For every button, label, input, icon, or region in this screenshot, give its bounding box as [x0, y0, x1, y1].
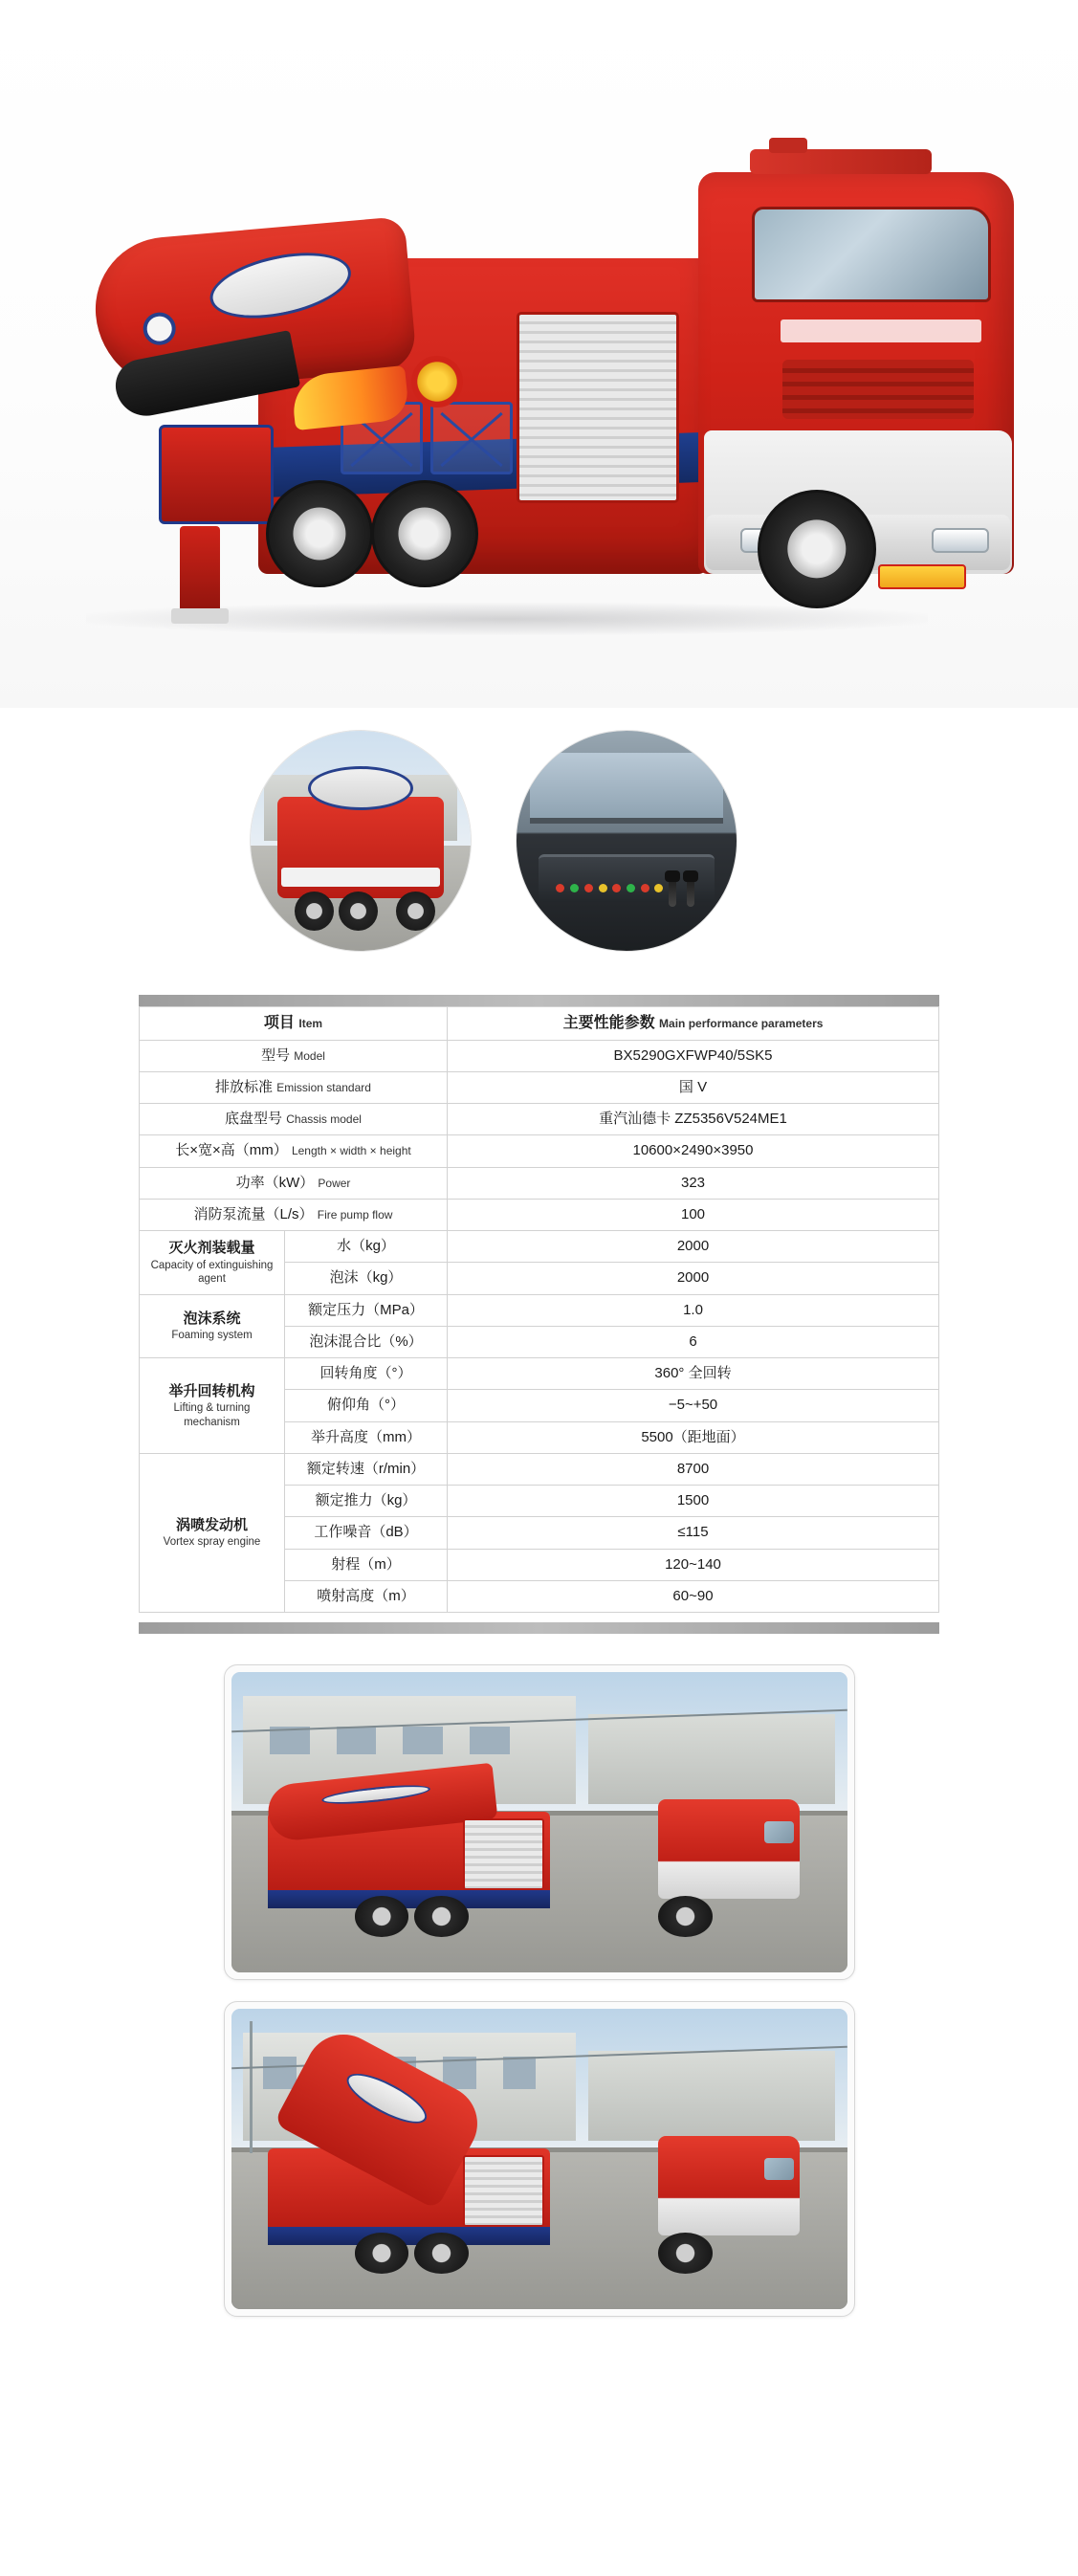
photo-window: [403, 1727, 443, 1754]
truck-cab: [658, 1799, 799, 1899]
headlight-left: [932, 528, 989, 553]
row-label-en: Fire pump flow: [317, 1207, 393, 1222]
console-button-yellow-1: [599, 884, 607, 892]
row-value: BX5290GXFWP40/5SK5: [448, 1040, 939, 1071]
console-button-green-2: [627, 884, 635, 892]
table-row: [140, 1231, 939, 1263]
photo-window: [263, 2057, 297, 2089]
sub-label: 俯仰角（°）: [285, 1390, 448, 1421]
truck-outrigger: [180, 526, 220, 614]
wheel-rear-1: [355, 1896, 409, 1936]
console-button-yellow-2: [654, 884, 663, 892]
chassis-badge: [878, 564, 966, 589]
sub-label: 额定转速（r/min）: [285, 1453, 448, 1485]
nozzle-eye-decal: [142, 311, 177, 346]
wheel-front: [658, 1896, 713, 1936]
truck-blue-stripe: [268, 2227, 550, 2246]
group-label-en: Vortex spray engine: [163, 1536, 261, 1549]
row-value: 8700: [448, 1453, 939, 1485]
side-view-photo: [224, 1664, 855, 1980]
spec-table-section: [0, 995, 1078, 1661]
truck-equipment-locker: [463, 1818, 544, 1890]
header-item-cn: 项目: [263, 1015, 295, 1031]
group-label: [140, 1358, 285, 1454]
wheel-rear-1: [266, 480, 373, 587]
group-label-cn: 灭火剂装载量: [168, 1240, 255, 1257]
sub-label: 泡沫混合比（%）: [285, 1326, 448, 1357]
wheel-rear-2: [371, 480, 478, 587]
wheel-front: [658, 2233, 713, 2273]
row-value: 120~140: [448, 1549, 939, 1580]
nozzle-oval-decal: [204, 242, 357, 330]
photo-nozzle-decal: [308, 766, 413, 810]
sub-label: 回转角度（°）: [285, 1358, 448, 1390]
row-value: 1.0: [448, 1294, 939, 1326]
console-button-red-3: [612, 884, 621, 892]
table-top-bar: [139, 995, 939, 1006]
roof-light-bar: [750, 149, 932, 174]
row-label-en: Emission standard: [276, 1080, 371, 1094]
row-value: 360° 全回转: [448, 1358, 939, 1390]
wheel-hub: [787, 519, 846, 578]
photo-window: [470, 1727, 510, 1754]
console-button-red-2: [584, 884, 593, 892]
console-button-green-1: [570, 884, 579, 892]
console-joystick-2: [687, 878, 694, 907]
row-value: ≤115: [448, 1517, 939, 1549]
row-label: [140, 1071, 448, 1103]
row-label-cn: 排放标准: [215, 1078, 274, 1095]
truck-side-illustration-raised: [268, 2111, 810, 2267]
sub-label: 工作噪音（dB）: [285, 1517, 448, 1549]
fire-truck-illustration: [67, 115, 1023, 631]
rear-view-photo: [251, 731, 471, 951]
row-value: 100: [448, 1199, 939, 1230]
group-label-en: Lifting & turning mechanism: [173, 1402, 251, 1428]
row-label-en: Chassis model: [286, 1112, 362, 1127]
bottom-photo-section: [0, 1661, 1078, 2376]
row-label-cn: 功率（kW）: [235, 1174, 315, 1191]
row-label-en: Power: [318, 1176, 351, 1190]
wheel-rear-1: [355, 2233, 409, 2273]
console-panel: [539, 854, 715, 903]
photo-frame: [231, 1672, 847, 1972]
row-value: 10600×2490×3950: [448, 1135, 939, 1167]
wheel-rear-2: [414, 2233, 469, 2273]
cab-brand-plate: [781, 319, 981, 342]
truck-side-illustration: [268, 1774, 810, 1930]
specifications-table: [139, 1006, 939, 1613]
group-label: [140, 1231, 285, 1295]
table-row: [140, 1294, 939, 1326]
table-row: [140, 1040, 939, 1071]
console-joystick-1: [669, 878, 676, 907]
header-params-cn: 主要性能参数: [562, 1015, 655, 1031]
table-row: [140, 1199, 939, 1230]
truck-side-panel-b: [430, 402, 513, 474]
photo-window: [337, 1727, 377, 1754]
photo-window: [503, 2057, 537, 2089]
row-label-en: Model: [294, 1048, 325, 1063]
row-value: −5~+50: [448, 1390, 939, 1421]
row-value: 国 V: [448, 1071, 939, 1103]
table-row: [140, 1104, 939, 1135]
row-label-cn: 底盘型号: [225, 1111, 283, 1128]
photo-pole: [250, 2021, 253, 2153]
row-label-cn: 长×宽×高（mm）: [175, 1142, 288, 1159]
sub-label: 举升高度（mm）: [285, 1421, 448, 1453]
row-label: [140, 1104, 448, 1135]
front-grille: [782, 360, 974, 419]
table-row: [140, 1358, 939, 1390]
row-value: 2000: [448, 1231, 939, 1263]
windshield: [764, 2158, 794, 2180]
row-label: [140, 1135, 448, 1167]
row-label: [140, 1040, 448, 1071]
gear-emblem-icon: [411, 356, 463, 407]
row-value: 1500: [448, 1486, 939, 1517]
sub-label: 额定推力（kg）: [285, 1486, 448, 1517]
nozzle-oval-decal: [341, 2064, 432, 2132]
windshield: [752, 207, 991, 302]
photo-white-strip: [281, 868, 440, 888]
wheel-hub: [398, 507, 451, 560]
control-console-photo: [517, 731, 737, 951]
row-value: 5500（距地面）: [448, 1421, 939, 1453]
sub-label: 射程（m）: [285, 1549, 448, 1580]
row-value: 6: [448, 1326, 939, 1357]
wheel-hub: [293, 507, 345, 560]
truck-equipment-locker: [517, 312, 679, 503]
row-value: 60~90: [448, 1580, 939, 1612]
photo-frame: [231, 2009, 847, 2309]
group-label: [140, 1294, 285, 1358]
table-bottom-bar: [139, 1622, 939, 1634]
row-label-cn: 型号: [261, 1046, 291, 1064]
table-row: [140, 1453, 939, 1485]
truck-tail-box: [159, 425, 274, 524]
wheel-rear-2: [414, 1896, 469, 1936]
detail-photo-row: [0, 708, 1078, 995]
header-params-en: Main performance parameters: [659, 1017, 824, 1030]
table-row: [140, 1135, 939, 1167]
sub-label: 额定压力（MPa）: [285, 1294, 448, 1326]
sub-label: 泡沫（kg）: [285, 1263, 448, 1294]
header-item-en: Item: [298, 1017, 323, 1030]
group-label-en: Foaming system: [171, 1330, 253, 1342]
wheel-front: [758, 490, 876, 608]
console-window: [530, 753, 723, 824]
row-label: [140, 1199, 448, 1230]
console-button-red-4: [641, 884, 649, 892]
boom-raised-photo: [224, 2001, 855, 2317]
group-label-cn: 涡喷发动机: [175, 1517, 248, 1534]
row-label-cn: 消防泵流量（L/s）: [193, 1205, 314, 1222]
truck-blue-stripe: [268, 1890, 550, 1909]
header-params-cell: [448, 1007, 939, 1041]
console-button-red-1: [556, 884, 564, 892]
sub-label: 水（kg）: [285, 1231, 448, 1263]
truck-equipment-locker: [463, 2155, 544, 2227]
hero-product-photo: [0, 0, 1078, 708]
table-row: [140, 1167, 939, 1199]
windshield: [764, 1821, 794, 1843]
row-value: 2000: [448, 1263, 939, 1294]
row-value: 323: [448, 1167, 939, 1199]
table-row: [140, 1071, 939, 1103]
group-label-cn: 举升回转机构: [168, 1382, 255, 1399]
nozzle-oval-decal: [321, 1781, 431, 1807]
group-label-en: Capacity of extinguishing agent: [150, 1259, 274, 1285]
header-item-cell: [140, 1007, 448, 1041]
table-header-row: [140, 1007, 939, 1041]
truck-cab: [658, 2136, 799, 2235]
row-value: 重汽汕德卡 ZZ5356V524ME1: [448, 1104, 939, 1135]
row-label: [140, 1167, 448, 1199]
group-label-cn: 泡沫系统: [183, 1310, 241, 1328]
sub-label: 喷射高度（m）: [285, 1580, 448, 1612]
group-label: [140, 1453, 285, 1612]
hero-scene: [0, 0, 1078, 708]
row-label-en: Length × width × height: [291, 1144, 411, 1158]
